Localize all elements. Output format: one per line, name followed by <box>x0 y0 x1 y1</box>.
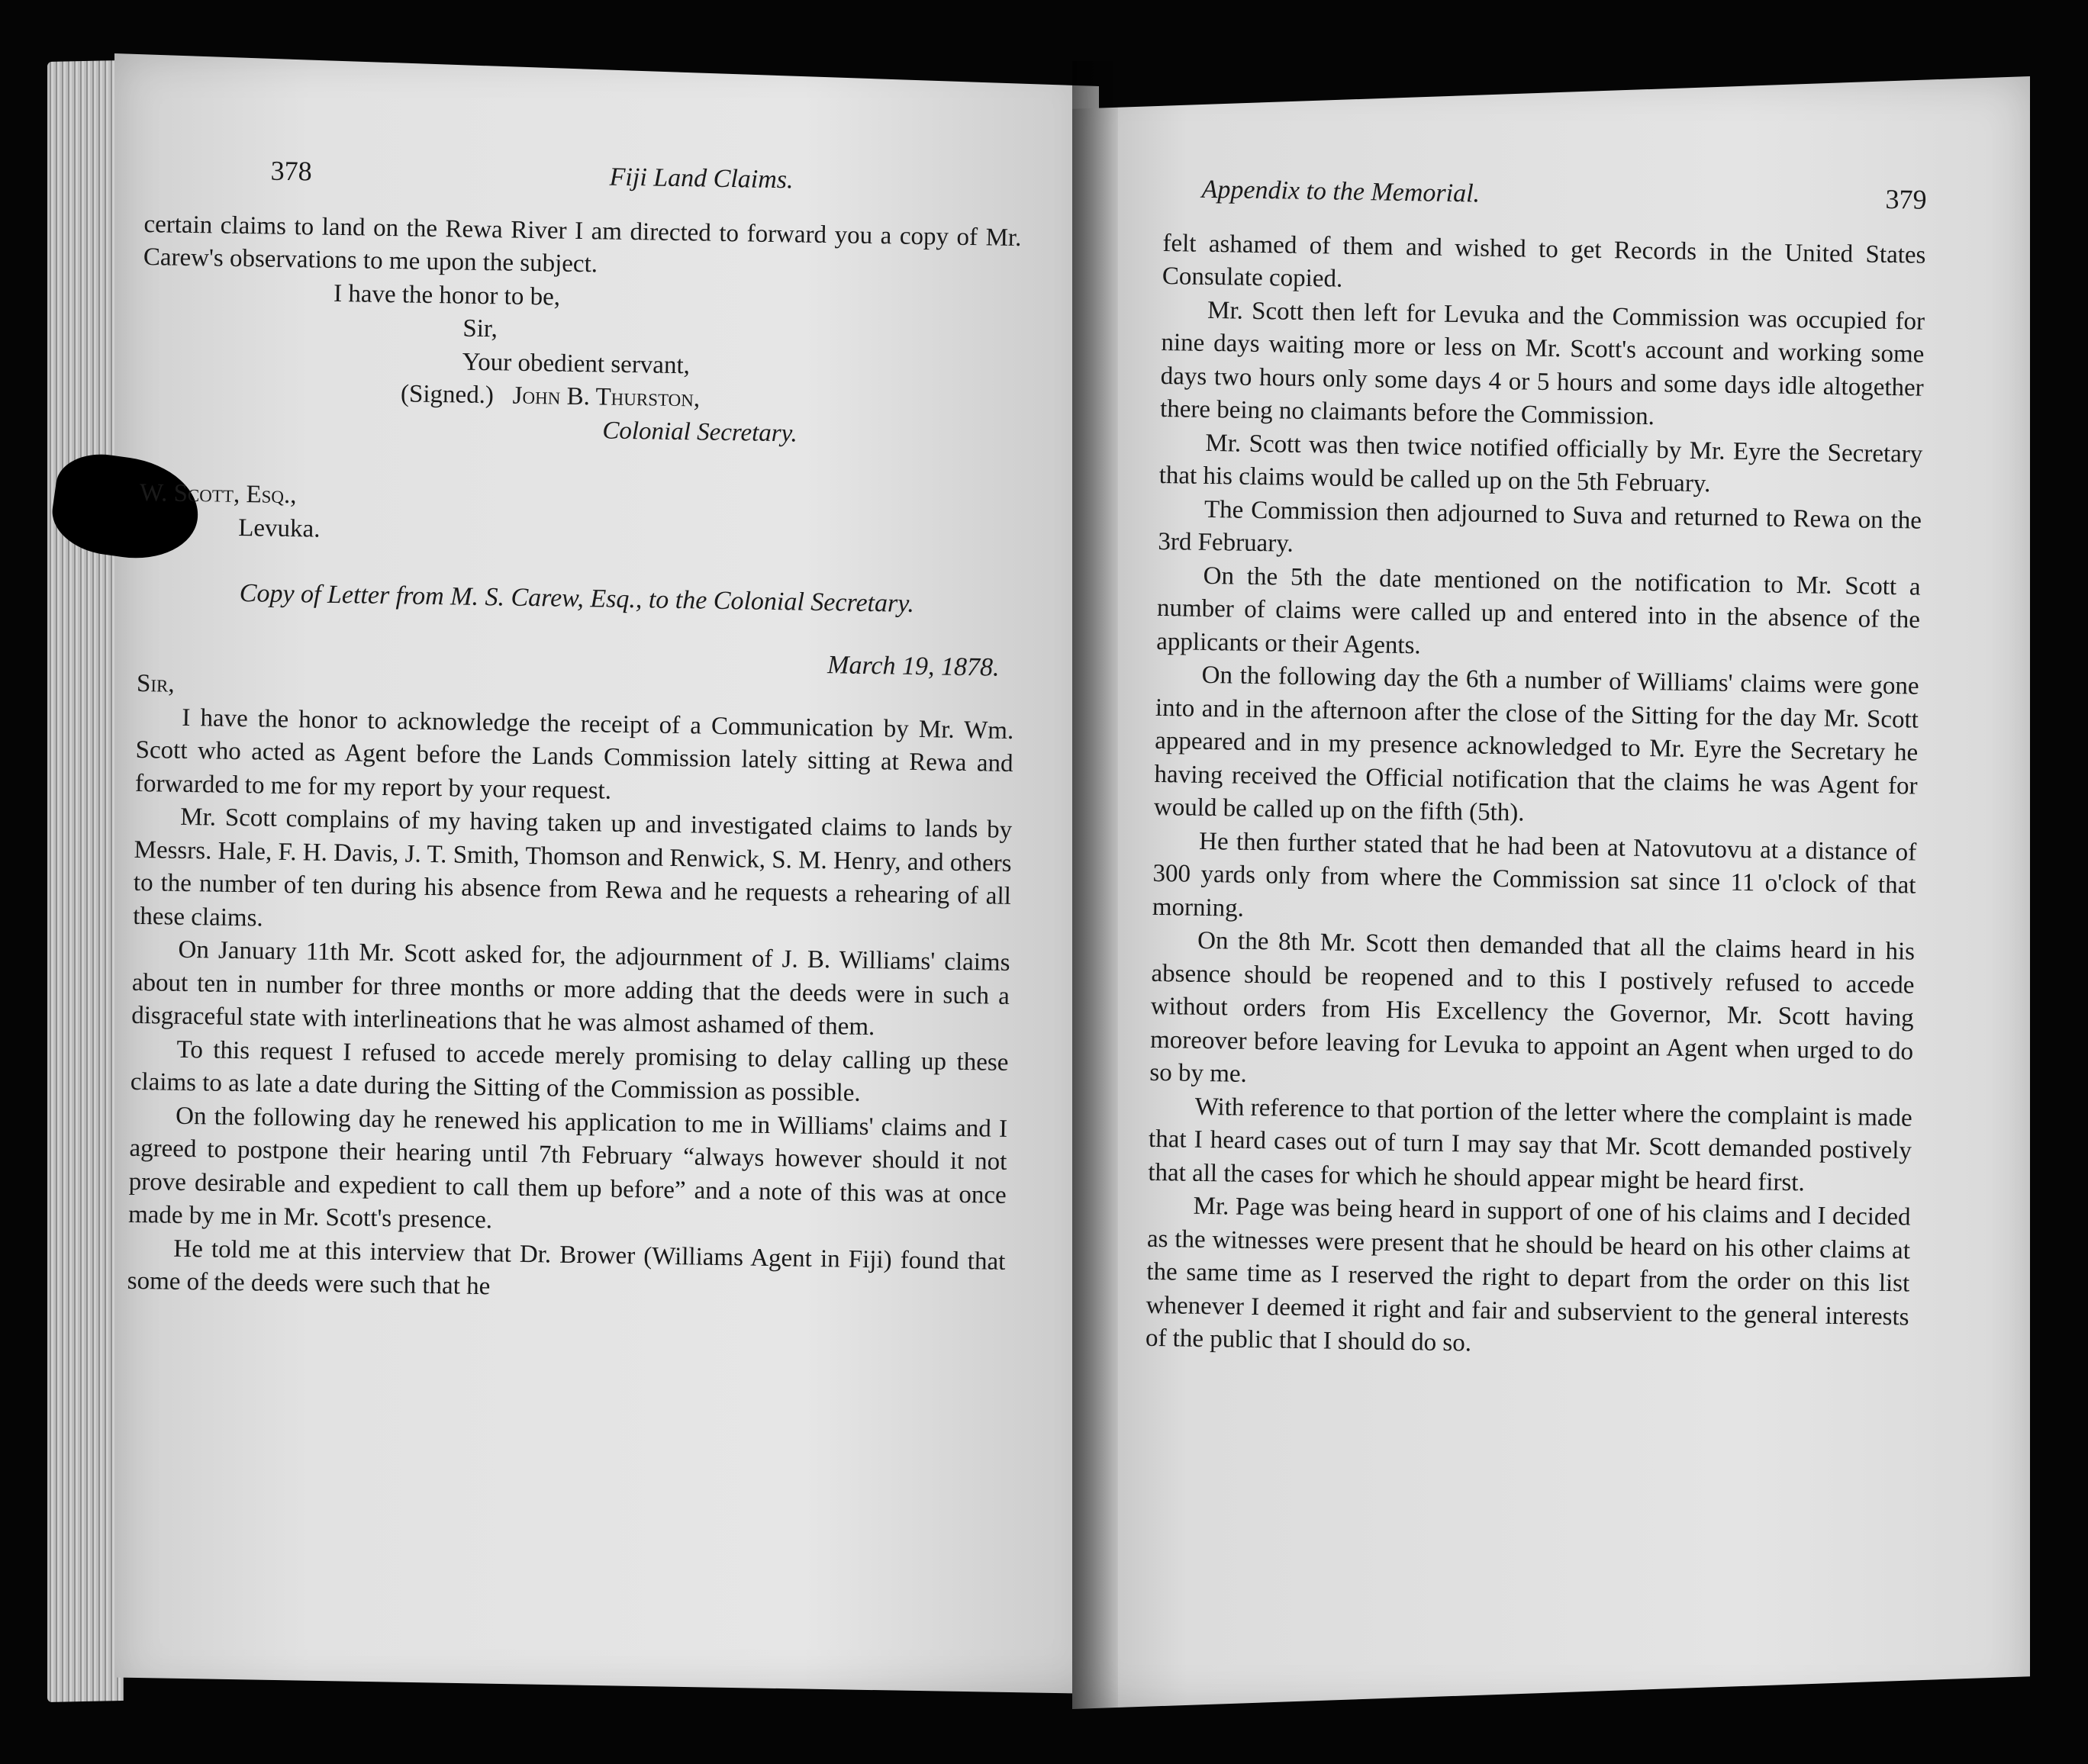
signatory-title: Colonial Secretary. <box>602 416 798 447</box>
right-page-text <box>1146 172 1927 1367</box>
paragraph: With reference to that portion of the letter where the complaint is made that I heard cases out of turn I may say that Mr. Scott demanded postively that all the cases for which he should appear might be heard first. <box>1148 1093 1912 1196</box>
paragraph: Mr. Scott then left for Levuka and the Commission was occupied for nine days waiting more or less on Mr. Scott's account and working some days two hours only some days 4 or 5 hours and some days idle altogether there being no claimants before the Commission. <box>1159 296 1925 431</box>
paragraph: On the 8th Mr. Scott then demanded that all the claims heard in his absence should be reopened and to this I postively refused to accede without orders from His Excellency the Governor, Mr. Scott having moreover before leaving for Levuka to appoint an Agent when urged to do so by me. <box>1149 926 1916 1088</box>
book-gutter <box>1072 61 1118 1709</box>
closing-servant: Your obedient servant, <box>462 348 691 379</box>
paragraph: On January 11th Mr. Scott asked for, the adjournment of J. B. Williams' claims about ten in number for three months or more adding that the deeds were in such a disgraceful state with interlineations that he was almost ashamed of them. <box>130 935 1010 1041</box>
continued-text: felt ashamed of them and wished to get Records in the United States Consulate copied. <box>1162 229 1926 293</box>
signatory-name: John B. Thurston, <box>512 381 701 413</box>
addressee <box>139 477 1017 557</box>
paragraph: Mr. Page was being heard in support of one of his claims and I decided as the witnesses were present that he should be heard on his other claims at the same time as I reserved the right to depart from the order on this list whenever I deemed it right and fair and subservient to the general interests of the public that I should do so. <box>1145 1192 1911 1357</box>
closing-sir: Sir, <box>462 314 498 343</box>
letter-title: Copy of Letter from M. S. Carew, Esq., to the Colonial Secretary. <box>239 579 915 618</box>
salutation: Sir, <box>136 669 175 698</box>
addressee-place: Levuka. <box>238 513 321 543</box>
paragraph: He told me at this interview that Dr. Brower (Williams Agent in Fiji) found that some of the deeds were such that he <box>127 1234 1006 1301</box>
paragraph: He then further stated that he had been at Natovutovu at a distance of 300 yards only from where the Commission sat since 11 o'clock of that morning. <box>1152 827 1917 922</box>
paragraph: On the following day he renewed his application to me in Williams' claims and I agreed to postpone their hearing until 7th February “always however should it not prove desirable and expedient to call them up before” and a note of this was at once made by me in Mr. Scott's presence. <box>127 1102 1008 1234</box>
page-edges <box>47 60 124 1702</box>
closing-honor: I have the honor to be, <box>333 279 561 311</box>
letter-closing <box>140 274 1020 454</box>
paragraph: On the following day the 6th a number of Williams' claims were gone into and in the afternoon after the close of the Sitting for the day Mr. Scott appeared and in my presence acknowledged to Mr. Eyre the Secretary he having received the Official notification that the claims he was Agent for would be called up on the fifth (5th). <box>1153 661 1919 827</box>
addressee-name: W. Scott, Esq., <box>139 478 297 510</box>
paragraph: The Commission then adjourned to Suva and returned to Rewa on the 3rd February. <box>1158 495 1922 558</box>
running-head-left: Fiji Land Claims. <box>609 163 794 195</box>
paragraph: Mr. Scott complains of my having taken up and investigated claims to lands by Messrs. Hale, F. H. Davis, J. T. Smith, Thomson and Renwick, S. M. Henry, and others to the number of ten during his absence from Rewa and he requests a rehearing of all these claims. <box>133 803 1013 932</box>
paragraph: To this request I refused to accede merely promising to delay calling up these claims to as late a date during the Sitting of the Commission as possible. <box>130 1035 1009 1107</box>
paragraph: Mr. Scott was then twice notified officially by Mr. Eyre the Secretary that his claims would be called up on the 5th February. <box>1158 429 1923 498</box>
left-page-text <box>127 153 1022 1312</box>
paragraph: On the 5th the date mentioned on the notification to Mr. Scott a number of claims were called up and entered into in the absence of the applicants or their Agents. <box>1156 562 1921 659</box>
signed-label: (Signed.) <box>400 380 495 410</box>
page-number-left: 378 <box>270 155 312 187</box>
letter-date: March 19, 1878. <box>826 650 1000 682</box>
continued-text: certain claims to land on the Rewa River I am directed to forward you a copy of Mr. Carew's observations to me upon the subject. <box>143 210 1022 278</box>
page-number-right: 379 <box>1885 183 1927 215</box>
paragraph: I have the honor to acknowledge the receipt of a Communication by Mr. Wm. Scott who acted as Agent before the Lands Commission lately sitting at Rewa and forwarded to me for my report by your request. <box>134 703 1014 805</box>
running-head-right: Appendix to the Memorial. <box>1201 175 1481 208</box>
